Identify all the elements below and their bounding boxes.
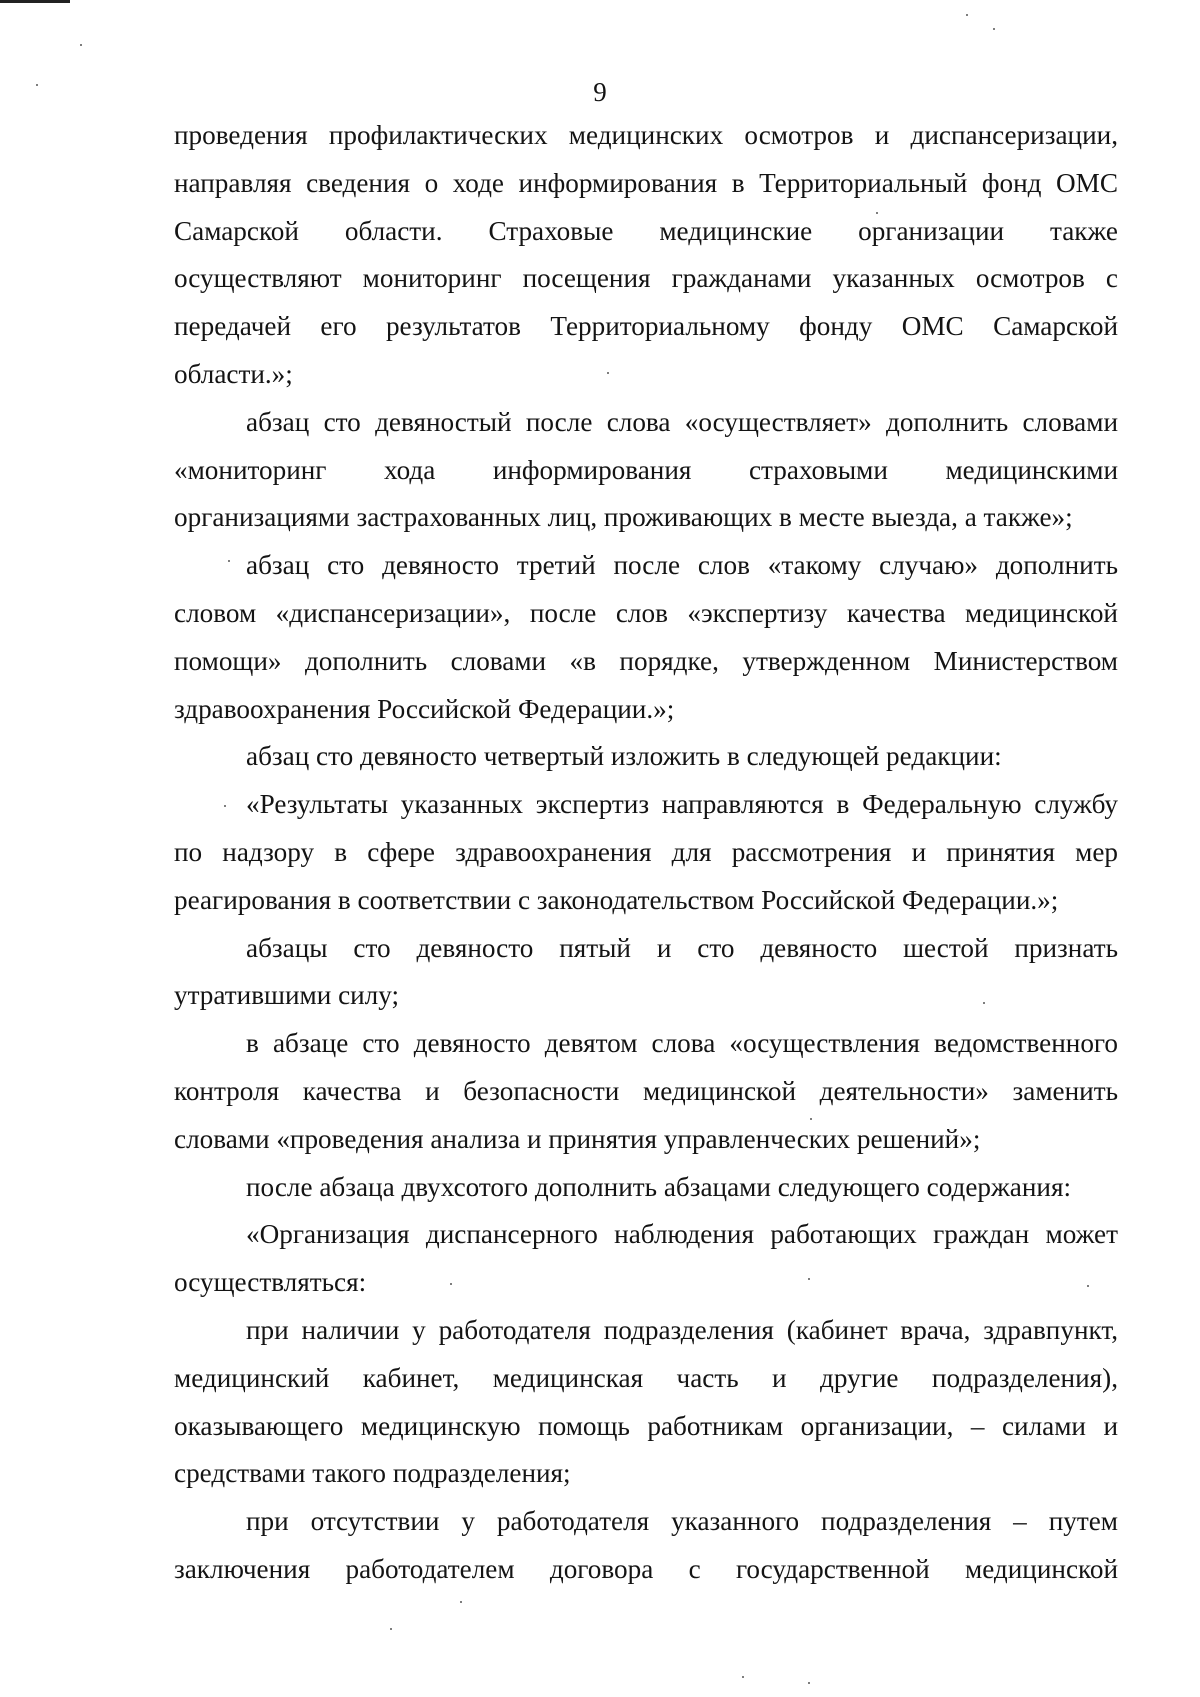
text-line: «мониторинг хода информирования страховыми медицинскими <box>174 454 1118 485</box>
text-line: помощи» дополнить словами «в порядке, утвержденном Министерством <box>174 645 1118 676</box>
scan-speck <box>228 560 230 562</box>
scan-speck <box>390 1628 392 1630</box>
text-line: «Результаты указанных экспертиз направляются в Федеральную службу <box>246 789 1118 820</box>
scan-speck <box>742 1676 744 1678</box>
text-line: оказывающего медицинскую помощь работникам организации, – силами и <box>174 1410 1118 1441</box>
page-number: 9 <box>593 77 607 107</box>
text-line: проведения профилактических медицинских осмотров и диспансеризации, <box>174 120 1118 150</box>
text-line: абзацы сто девяносто пятый и сто девяносто шестой признать <box>246 932 1118 963</box>
text-line: абзац сто девяносто третий после слов «такому случаю» дополнить <box>246 550 1118 581</box>
scan-speck <box>1087 1285 1089 1287</box>
text-line: передачей его результатов Территориальному фонду ОМС Самарской <box>174 311 1118 342</box>
text-line: утратившими силу; <box>174 980 400 1011</box>
text-line: при отсутствии у работодателя указанного подразделения – путем <box>246 1506 1118 1537</box>
scan-speck <box>450 1283 452 1285</box>
scan-speck <box>224 805 226 807</box>
scan-speck <box>983 1002 985 1004</box>
text-line: реагирования в соответствии с законодательством Российской Федерации.»; <box>174 884 1059 915</box>
text-line: по надзору в сфере здравоохранения для рассмотрения и принятия мер <box>174 836 1118 867</box>
scan-speck <box>876 212 878 214</box>
text-line: медицинский кабинет, медицинская часть и другие подразделения), <box>174 1362 1118 1393</box>
text-line: контроля качества и безопасности медицинской деятельности» заменить <box>174 1075 1118 1106</box>
text-line: осуществляют мониторинг посещения гражданами указанных осмотров с <box>174 263 1118 294</box>
scan-speck <box>966 14 968 16</box>
text-line: словами «проведения анализа и принятия управленческих решений»; <box>174 1123 981 1154</box>
document-body <box>174 112 1118 1594</box>
scan-speck <box>460 1601 462 1603</box>
text-line: абзац сто девяносто четвертый изложить в следующей редакции: <box>246 741 1002 772</box>
text-line: в абзаце сто девяносто девятом слова «осуществления ведомственного <box>246 1028 1118 1059</box>
text-line: здравоохранения Российской Федерации.»; <box>174 693 675 724</box>
text-line: области.»; <box>174 358 293 389</box>
scan-speck <box>808 1682 810 1684</box>
text-line: при наличии у работодателя подразделения (кабинет врача, здравпункт, <box>246 1314 1118 1345</box>
scan-speck <box>808 1278 810 1280</box>
scan-speck <box>810 1118 812 1120</box>
scan-speck <box>993 28 995 30</box>
text-line: словом «диспансеризации», после слов «экспертизу качества медицинской <box>174 597 1118 628</box>
text-line: осуществляться: <box>174 1267 367 1298</box>
scan-artifact <box>0 0 70 3</box>
text-line: средствами такого подразделения; <box>174 1458 571 1489</box>
text-line: «Организация диспансерного наблюдения работающих граждан может <box>246 1219 1118 1250</box>
text-line: направляя сведения о ходе информирования в Территориальный фонд ОМС <box>174 167 1118 198</box>
text-line: заключения работодателем договора с государственной медицинской <box>174 1553 1118 1584</box>
text-line: Самарской области. Страховые медицинские организации также <box>174 215 1118 246</box>
scan-speck <box>607 372 609 374</box>
text-line: после абзаца двухсотого дополнить абзацами следующего содержания: <box>246 1171 1072 1202</box>
text-line: абзац сто девяностый после слова «осуществляет» дополнить словами <box>246 406 1118 437</box>
scan-speck <box>80 44 82 46</box>
scan-speck <box>36 84 38 86</box>
text-line: организациями застрахованных лиц, проживающих в месте выезда, а также»; <box>174 502 1073 533</box>
